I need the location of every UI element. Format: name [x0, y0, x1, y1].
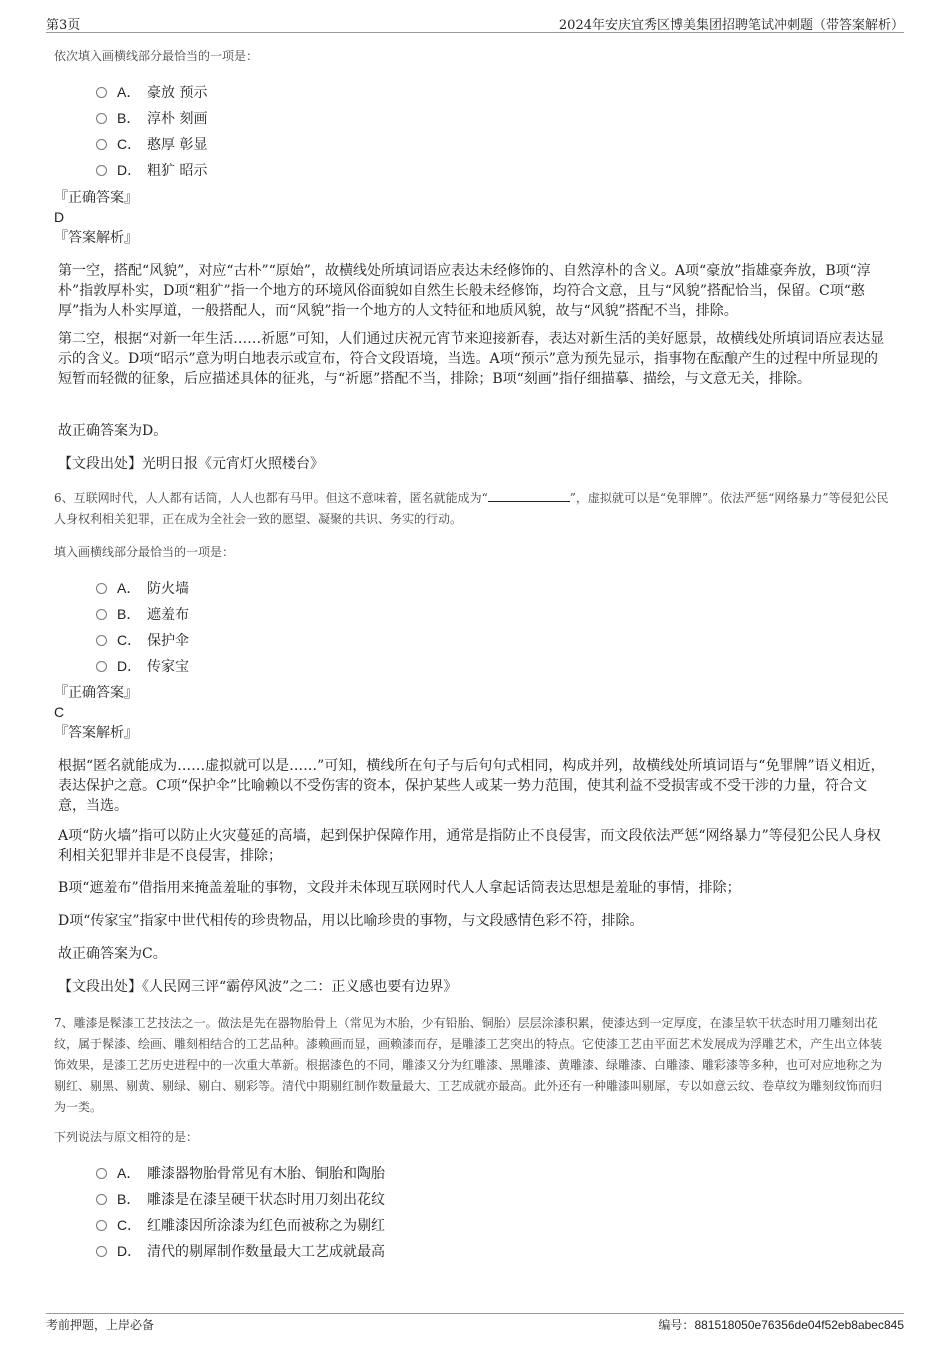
radio-icon[interactable] — [96, 1168, 107, 1179]
radio-icon[interactable] — [96, 1194, 107, 1205]
radio-icon[interactable] — [96, 1246, 107, 1257]
q7-option-a[interactable]: A． 雕漆器物胎骨常见有木胎、铜胎和陶胎 — [96, 1160, 385, 1186]
page-number: 第3页 — [46, 18, 81, 33]
q7-option-d[interactable]: D． 清代的剔犀制作数量最大工艺成就最高 — [96, 1238, 385, 1264]
q5-analysis-p2: 第二空，根据“对新一年生活……祈愿”可知，人们通过庆祝元宵节来迎接新春，表达对新生活的美好愿景，故横线处所填词语应表达显示的含义。D项“昭示”意为明白地表示或宣布，符合文段语境，当选。A项“预示”意为预先显示，指事物在酝酿产生的过程中所显现的短暂而轻微的征象，后应描述具体的征兆，与“祈愿”搭配不当，排除；B项“刻画”指仔细描摹、描绘，与文意无关，排除。 — [58, 331, 885, 387]
radio-icon[interactable] — [96, 583, 107, 594]
q5-option-c[interactable]: C． 憨厚 彰显 — [96, 131, 207, 157]
document-title: 2024年安庆宜秀区博美集团招聘笔试冲刺题（带答案解析） — [558, 18, 904, 33]
radio-icon[interactable] — [96, 609, 107, 620]
radio-icon[interactable] — [96, 661, 107, 672]
q7-option-c[interactable]: C． 红雕漆因所涂漆为红色而被称之为剔红 — [96, 1212, 385, 1238]
q5-option-d[interactable]: D． 粗犷 昭示 — [96, 157, 207, 183]
radio-icon[interactable] — [96, 165, 107, 176]
q6-prompt: 填入画横线部分最恰当的一项是： — [54, 545, 235, 559]
q6-option-b[interactable]: B． 遮羞布 — [96, 601, 189, 627]
q6-stem: 6、互联网时代，人人都有话筒，人人也都有马甲。但这不意味着，匿名就能成为“ ”，虚拟就可以是“免罪牌”。依法严惩“网络暴力”等侵犯公民人身权利相关犯罪，正在成为全社会一致的愿望、凝聚的共识、务实的行动。 — [54, 491, 889, 526]
radio-icon[interactable] — [96, 113, 107, 124]
document-code: 编号：881518050e76356de04f52eb8abec845 — [658, 1318, 904, 1332]
radio-icon[interactable] — [96, 139, 107, 150]
q5-conclusion: 故正确答案为D。 — [58, 423, 168, 439]
q6-option-c[interactable]: C． 保护伞 — [96, 627, 189, 653]
q5-option-b[interactable]: B． 淳朴 刻画 — [96, 105, 207, 131]
q7-stem: 7、雕漆是髹漆工艺技法之一。做法是先在器物胎骨上（常见为木胎，少有铅胎、铜胎）层层涂漆积累，使漆达到一定厚度，在漆呈软干状态时用刀雕刻出花纹，属于髹漆、绘画、雕刻相结合的工艺品种。漆赖画而显，画赖漆而存，是雕漆工艺突出的特点。它使漆工艺由平面艺术发展成为浮雕艺术，产生出立体装饰效果，是漆工艺历史进程中的一次重大革新。根据漆色的不同，雕漆又分为红雕漆、黑雕漆、黄雕漆、绿雕漆、白雕漆、雕彩漆等多种，也可对应地称之为剔红、剔黑、剔黄、剔绿、剔白、剔彩等。清代中期剔红制作数量最大、工艺成就亦最高。此外还有一种雕漆叫剔犀，专以如意云纹、卷草纹为雕刻纹饰而归为一类。 — [54, 1016, 883, 1114]
fill-blank — [488, 489, 570, 502]
page-footer — [46, 1313, 904, 1334]
radio-icon[interactable] — [96, 635, 107, 646]
q5-answer: D — [54, 209, 65, 225]
q5-analysis-p1: 第一空，搭配“风貌”，对应“古朴”“原始”，故横线处所填词语应表达未经修饰的、自然淳朴的含义。A项“豪放”指雄豪奔放，B项“淳朴”指敦厚朴实，D项“粗犷”指一个地方的环境风俗面貌如自然生长般未经修饰，均符合文意，且与“风貌”搭配恰当，保留。C项“憨厚”指为人朴实厚道，一般搭配人，而“风貌”指一个地方的人文特征和地质风貌，故与“风貌”搭配不当，排除。 — [58, 263, 871, 319]
q6-option-d[interactable]: D． 传家宝 — [96, 653, 189, 679]
q6-analysis-label: 『答案解析』 — [54, 725, 138, 741]
q6-analysis-p4: D项“传家宝”指家中世代相传的珍贵物品，用以比喻珍贵的事物，与文段感情色彩不符，排除。 — [58, 913, 644, 929]
q6-source: 【文段出处】《人民网三评“霸停风波”之二：正义感也要有边界》 — [58, 979, 458, 995]
page-header — [46, 12, 904, 33]
q7-options — [96, 1160, 385, 1264]
radio-icon[interactable] — [96, 87, 107, 98]
footer-slogan: 考前押题，上岸必备 — [46, 1318, 155, 1332]
q6-option-a[interactable]: A． 防火墙 — [96, 575, 189, 601]
radio-icon[interactable] — [96, 1220, 107, 1231]
q5-options — [96, 79, 207, 183]
q6-answer: C — [54, 704, 65, 720]
q6-conclusion: 故正确答案为C。 — [58, 946, 167, 962]
q6-answer-label: 『正确答案』 — [54, 685, 138, 701]
q5-answer-label: 『正确答案』 — [54, 190, 138, 206]
q6-analysis-p3: B项“遮羞布”借指用来掩盖羞耻的事物，文段并未体现互联网时代人人拿起话筒表达思想是羞耻的事情，排除； — [58, 880, 741, 896]
q6-analysis-p1: 根据“匿名就能成为……虚拟就可以是……”可知，横线所在句子与后句句式相同，构成并列，故横线处所填词语与“免罪牌”语义相近，表达保护之意。C项“保护伞”比喻赖以不受伤害的资本，保护某些人或某一势力范围，使其利益不受损害或不受干涉的力量，符合文意，当选。 — [58, 758, 885, 814]
q5-option-a[interactable]: A． 豪放 预示 — [96, 79, 207, 105]
q7-prompt: 下列说法与原文相符的是： — [54, 1130, 199, 1144]
q6-options — [96, 575, 189, 679]
q5-analysis-label: 『答案解析』 — [54, 230, 138, 246]
q7-option-b[interactable]: B． 雕漆是在漆呈硬干状态时用刀刻出花纹 — [96, 1186, 385, 1212]
q5-source: 【文段出处】光明日报《元宵灯火照楼台》 — [58, 456, 324, 472]
q5-prompt: 依次填入画横线部分最恰当的一项是： — [54, 49, 259, 63]
q6-analysis-p2: A项“防火墙”指可以防止火灾蔓延的高墙，起到保护保障作用，通常是指防止不良侵害，而文段依法严惩“网络暴力”等侵犯公民人身权利相关犯罪并非是不良侵害，排除； — [58, 828, 881, 864]
